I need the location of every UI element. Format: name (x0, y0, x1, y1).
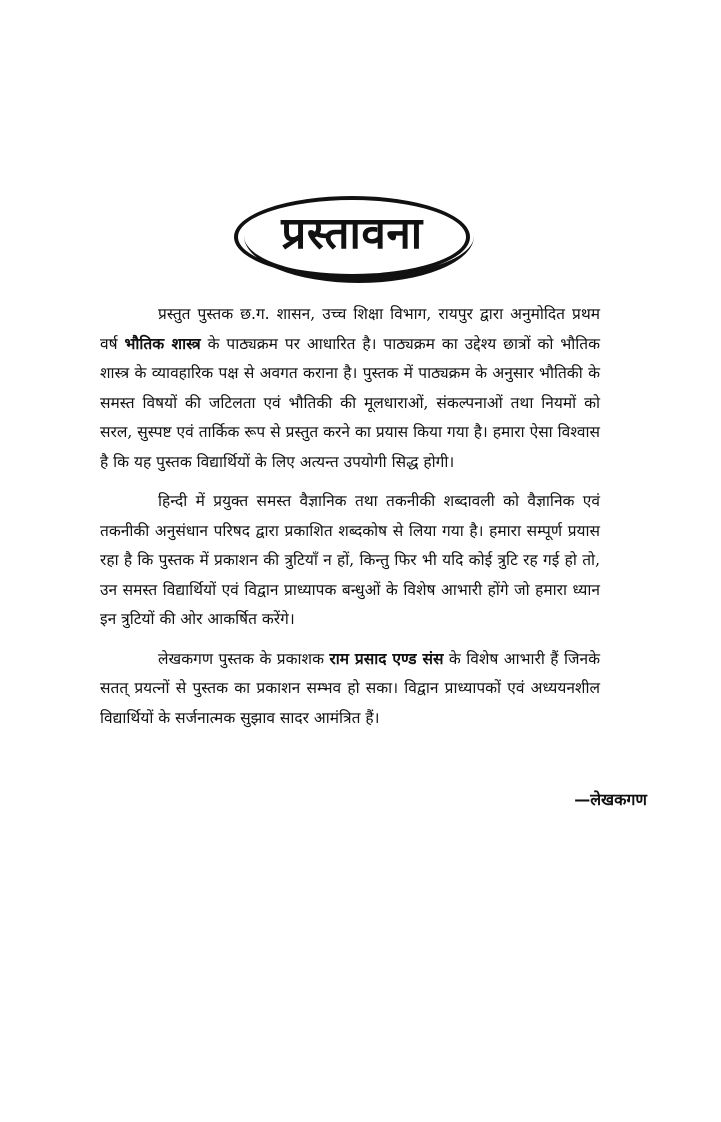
paragraph-1 (100, 300, 600, 477)
title-oval (234, 196, 470, 278)
body-text (100, 300, 600, 733)
paragraph-3 (100, 645, 600, 734)
paragraph-3-text-start: लेखकगण पुस्तक के प्रकाशक (158, 649, 330, 668)
paragraph-2 (100, 487, 600, 635)
paragraph-1-bold-subject: भौतिक शास्त्र (124, 334, 201, 353)
paragraph-3-bold-publisher: राम प्रसाद एण्ड संस (329, 649, 444, 668)
paragraph-2-text: हिन्दी में प्रयुक्त समस्त वैज्ञानिक तथा तकनीकी शब्दावली को वैज्ञानिक एवं तकनीकी अनुसंधान परिषद द्वारा प्रकाशित शब्दकोष से लिया गया है। हमारा सम्पूर्ण प्रयास रहा है कि पुस्तक में प्रकाशन की त्रुटियाँ न हों, किन्तु फिर भी यदि कोई त्रुटि रह गई हो तो, उन समस्त विद्यार्थियों एवं विद्वान प्राध्यापक बन्धुओं के विशेष आभारी होंगे जो हमारा ध्यान इन त्रुटियों की ओर आकर्षित करेंगे। (100, 492, 600, 628)
paragraph-1-text-end: के पाठ्यक्रम पर आधारित है। पाठ्यक्रम का उद्देश्य छात्रों को भौतिक शास्त्र के व्यावहारिक पक्ष से अवगत कराना है। पुस्तक में पाठ्यक्रम के अनुसार भौतिकी के समस्त विषयों की जटिलता एवं भौतिकी की मूलधाराओं, संकल्पनाओं तथा नियमों को सरल, सुस्पष्ट एवं तार्किक रूप से प्रस्तुत करने का प्रयास किया गया है। हमारा ऐसा विश्वास है कि यह पुस्तक विद्यार्थियों के लिए अत्यन्त उपयोगी सिद्ध होगी। (100, 334, 601, 471)
page-title: प्रस्तावना (281, 208, 423, 259)
paragraph-3-text-end: के विशेष आभारी हैं जिनके सतत् प्रयत्नों से पुस्तक का प्रकाशन सम्भव हो सका। विद्वान प्राध्यापकों एवं अध्ययनशील विद्यार्थियों के सर्जनात्मक सुझाव सादर आमंत्रित हैं। (100, 649, 600, 727)
signature: —लेखकगण (574, 790, 647, 809)
paragraph-1-text-start: प्रस्तुत पुस्तक छ.ग. शासन, उच्च शिक्षा विभाग, रायपुर द्वारा अनुमोदित प्रथम वर्ष (100, 305, 600, 353)
